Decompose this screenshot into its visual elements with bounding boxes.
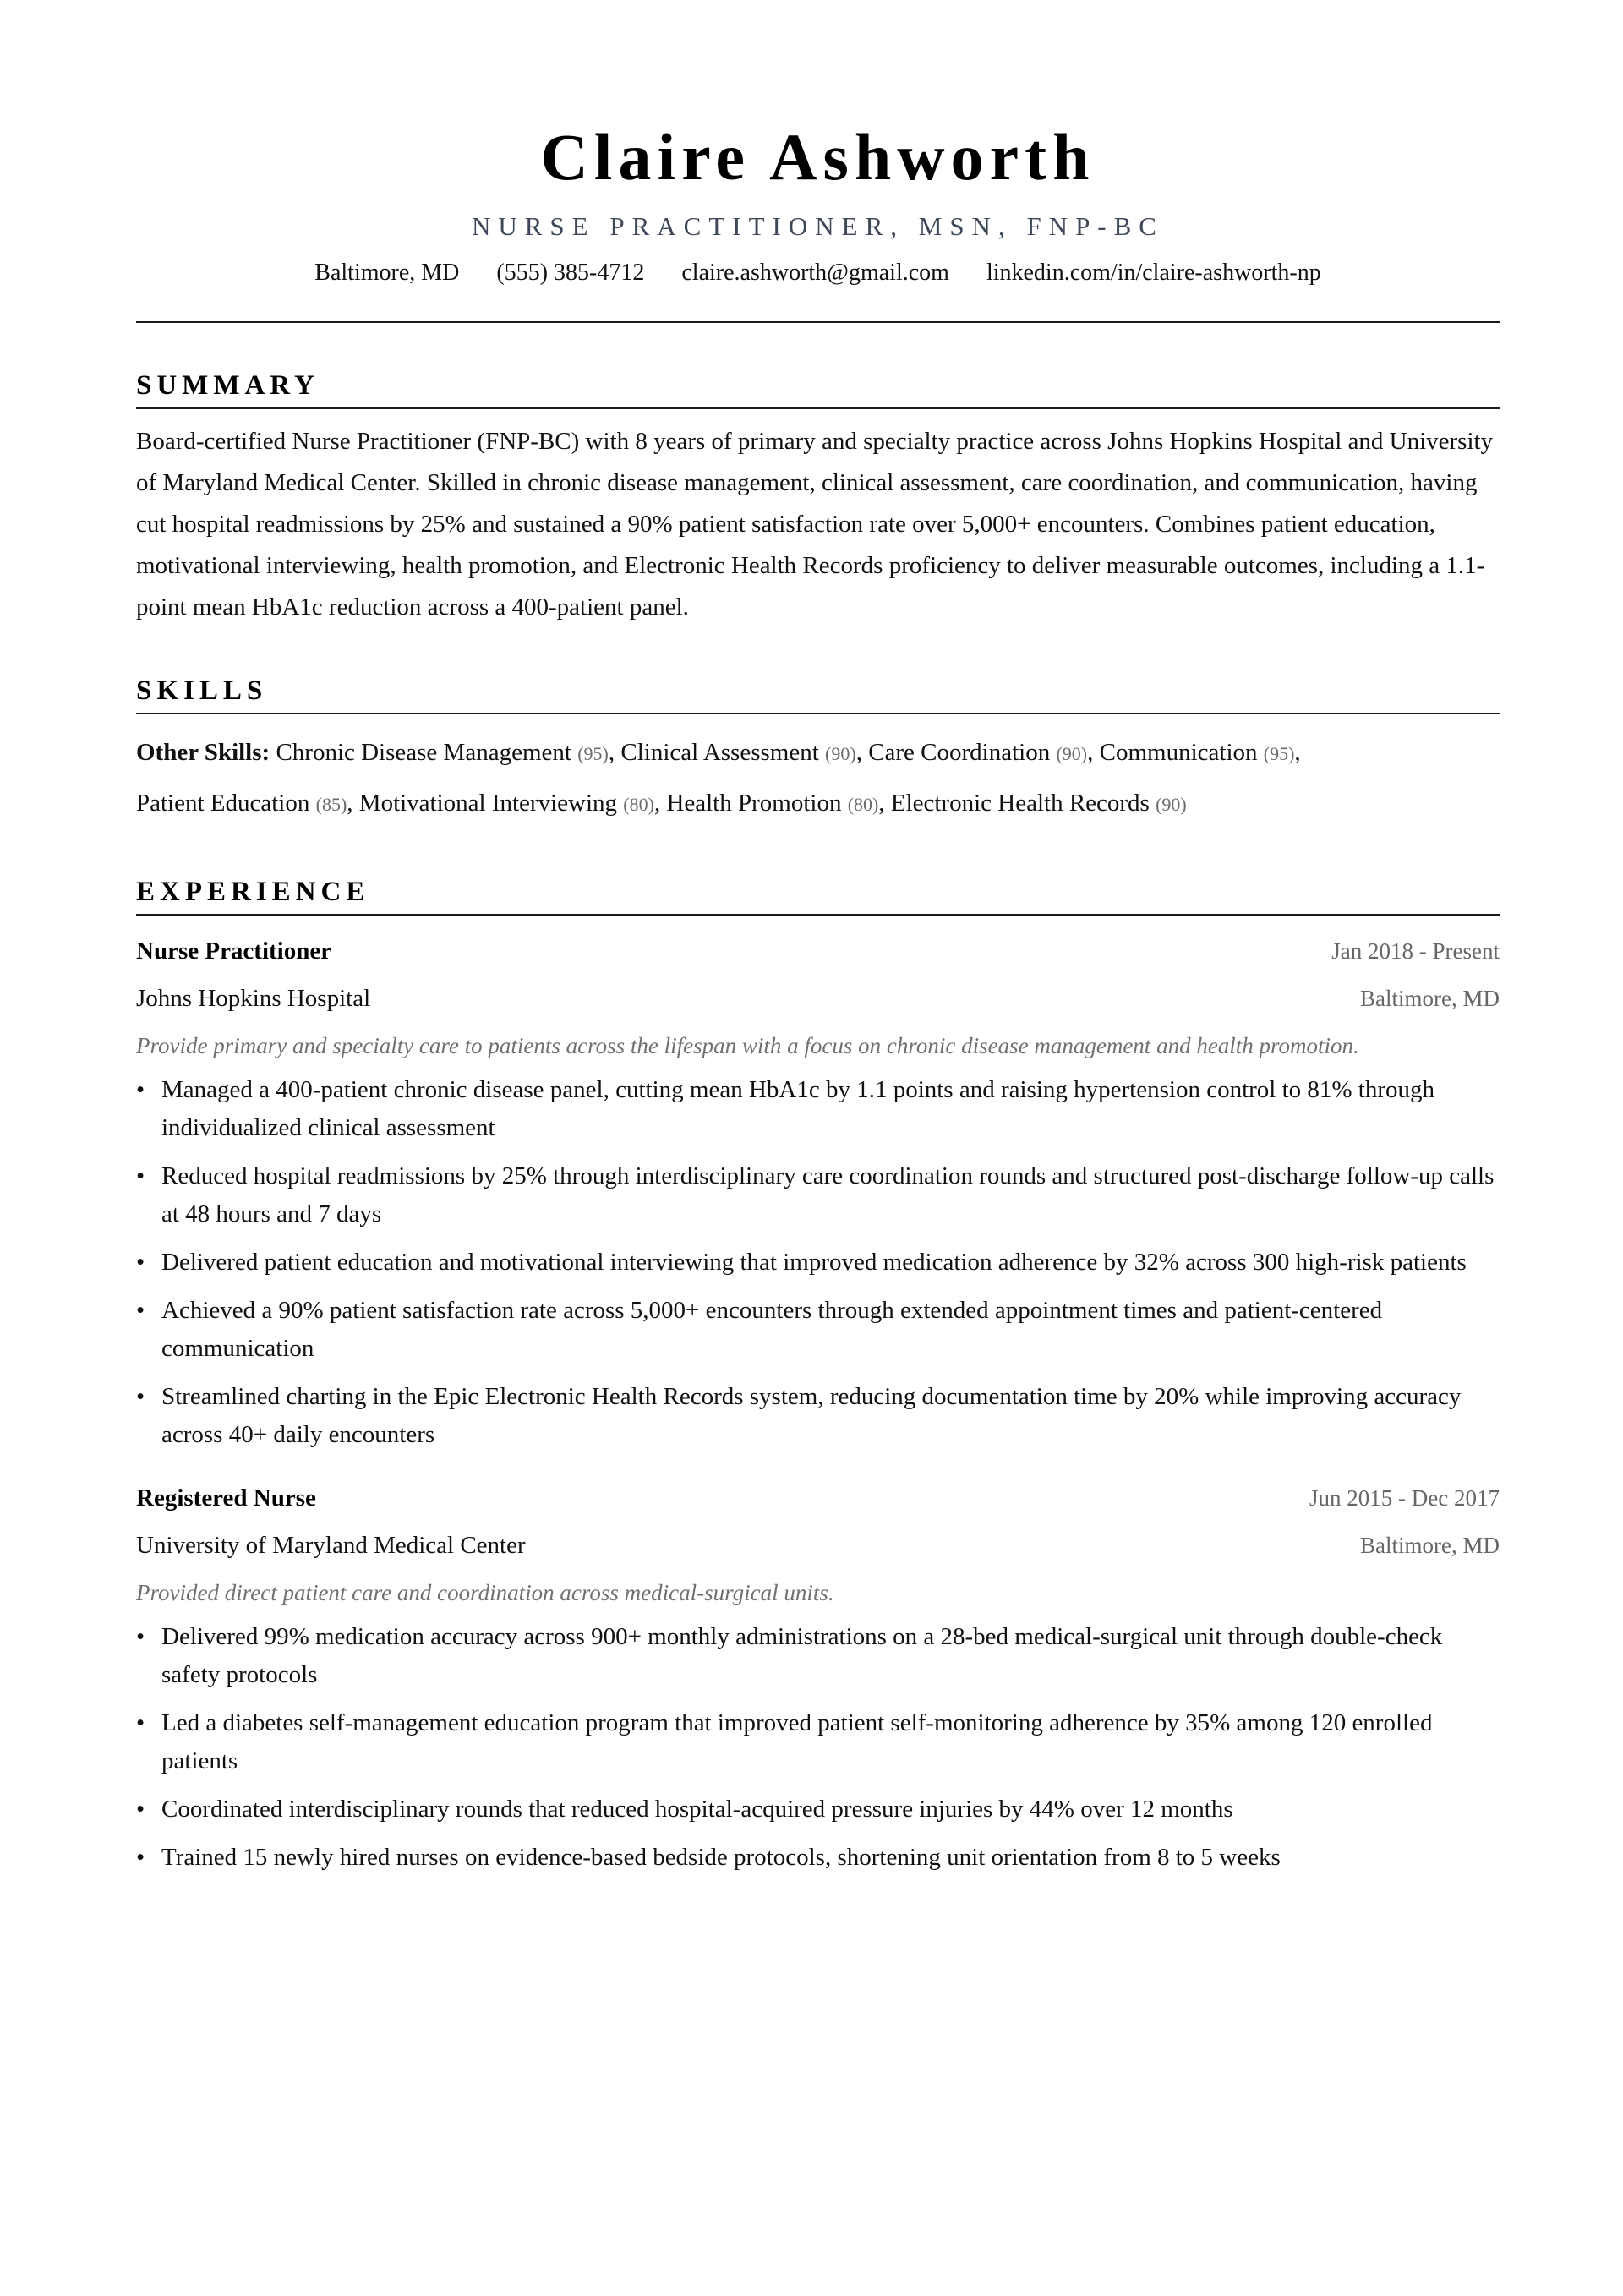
skill-score: (90): [825, 743, 856, 764]
skill-item: Health Promotion (80),: [666, 790, 885, 817]
header-divider: [136, 321, 1500, 323]
job-location: Baltimore, MD: [1360, 986, 1500, 1011]
skills-heading: SKILLS: [136, 674, 1500, 714]
bullet-item: • Streamlined charting in the Epic Electronic Health Records system, reducing documentation time by 20% while improving accuracy across 40+ daily encounters: [136, 1378, 1500, 1454]
bullet-item: • Coordinated interdisciplinary rounds that reduced hospital-acquired pressure injuries by 44% over 12 months: [136, 1790, 1500, 1829]
candidate-title: NURSE PRACTITIONER, MSN, FNP-BC: [471, 211, 1164, 241]
job-entry: [136, 1474, 1500, 1877]
skill-score: (90): [1056, 743, 1088, 764]
bullet-item: • Reduced hospital readmissions by 25% through interdisciplinary care coordination rounds and structured post-discharge follow-up calls at 48 hours and 7 days: [136, 1157, 1500, 1233]
job-description: Provided direct patient care and coordination across medical-surgical units.: [136, 1580, 834, 1605]
summary-heading: SUMMARY: [136, 369, 1500, 409]
job-description: Provide primary and specialty care to patients across the lifespan with a focus on chronic disease management and health promotion.: [136, 1033, 1359, 1058]
job-title: Registered Nurse: [136, 1484, 316, 1512]
skills-list: [136, 728, 1500, 829]
job-location: Baltimore, MD: [1360, 1533, 1500, 1558]
skills-section: [136, 674, 1500, 829]
skill-score: (85): [315, 794, 347, 815]
skills-label: Other Skills:: [136, 739, 270, 766]
skill-item: Chronic Disease Management (95),: [276, 739, 615, 766]
bullet-item: • Achieved a 90% patient satisfaction rate across 5,000+ encounters through extended appointment times and patient-centered communication: [136, 1292, 1500, 1368]
job-bullets: [136, 1618, 1500, 1877]
skill-score: (90): [1156, 794, 1187, 815]
contact-location: Baltimore, MD: [314, 260, 460, 286]
bullet-item: • Managed a 400-patient chronic disease panel, cutting mean HbA1c by 1.1 points and raising hypertension control to 81% through individualized clinical assessment: [136, 1071, 1500, 1147]
candidate-name: Claire Ashworth: [540, 120, 1096, 194]
skill-score: (95): [577, 743, 609, 764]
job-bullets: [136, 1071, 1500, 1454]
bullet-item: • Delivered 99% medication accuracy across 900+ monthly administrations on a 28-bed medical-surgical unit through double-check safety protocols: [136, 1618, 1500, 1694]
contact-email: claire.ashworth@gmail.com: [681, 260, 949, 286]
job-company-row: [136, 1522, 1500, 1569]
bullet-item: • Trained 15 newly hired nurses on evidence-based bedside protocols, shortening unit orientation from 8 to 5 weeks: [136, 1839, 1500, 1877]
contact-phone: (555) 385-4712: [496, 260, 645, 286]
bullet-item: • Delivered patient education and motivational interviewing that improved medication adherence by 32% across 300 high-risk patients: [136, 1244, 1500, 1282]
job-company: University of Maryland Medical Center: [136, 1532, 526, 1559]
skill-score: (80): [847, 794, 879, 815]
contact-linkedin: linkedin.com/in/claire-ashworth-np: [986, 260, 1321, 286]
summary-section: [136, 369, 1500, 628]
skill-item: Motivational Interviewing (80),: [358, 790, 661, 817]
job-entry: [136, 927, 1500, 1454]
experience-section: [136, 875, 1500, 1877]
job-title-row: [136, 927, 1500, 975]
job-company-row: [136, 975, 1500, 1022]
resume-header: [136, 0, 1500, 287]
job-dates: Jun 2015 - Dec 2017: [1309, 1485, 1500, 1511]
job-title: Nurse Practitioner: [136, 938, 332, 965]
skill-score: (95): [1263, 743, 1295, 764]
contact-line: [136, 259, 1500, 287]
skill-item: Clinical Assessment (90),: [620, 739, 862, 766]
skill-item: Communication (95),: [1099, 739, 1301, 766]
skill-item: Electronic Health Records (90): [890, 790, 1187, 817]
job-dates: Jan 2018 - Present: [1331, 938, 1500, 964]
experience-heading: EXPERIENCE: [136, 875, 1500, 916]
bullet-item: • Led a diabetes self-management education program that improved patient self-monitoring adherence by 35% among 120 enrolled patients: [136, 1704, 1500, 1780]
job-title-row: [136, 1474, 1500, 1522]
skill-item: Patient Education (85),: [136, 790, 353, 817]
job-company: Johns Hopkins Hospital: [136, 985, 371, 1012]
skill-score: (80): [623, 794, 654, 815]
summary-text: Board-certified Nurse Practitioner (FNP-BC) with 8 years of primary and specialty practice across Johns Hopkins Hospital and University of Maryland Medical Center. Skilled in chronic disease management, clinical assessment, care coordination, and communication, having cut hospital readmissions by 25% and sustained a 90% patient satisfaction rate over 5,000+ encounters. Combines patient education, motivational interviewing, health promotion, and Electronic Health Records proficiency to deliver measurable outcomes, including a 1.1-point mean HbA1c reduction across a 400-patient panel.: [136, 428, 1494, 620]
skill-item: Care Coordination (90),: [868, 739, 1094, 766]
